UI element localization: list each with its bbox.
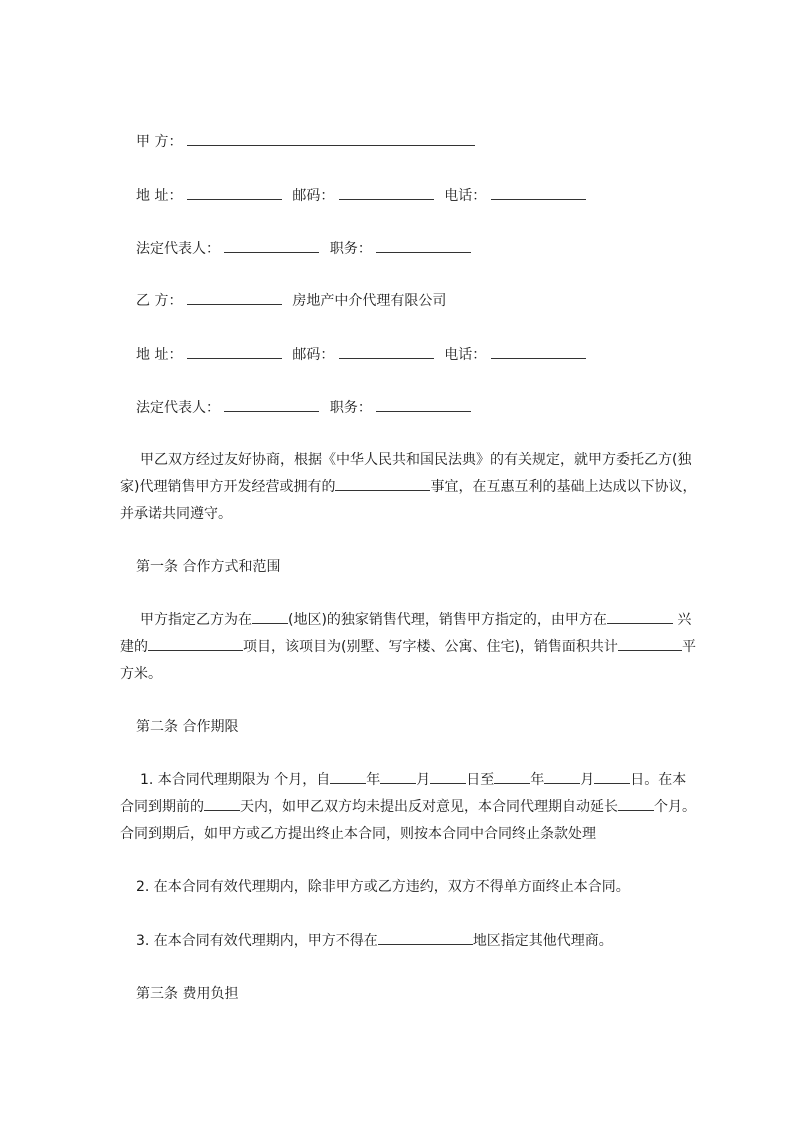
preamble-paragraph (120, 447, 700, 528)
item-1-text-g: 日。在本合同到期前的 (120, 772, 687, 815)
article-1-text-3: 兴建的 (120, 612, 692, 655)
party-a-title-field[interactable] (376, 238, 471, 253)
start-year-field[interactable] (330, 769, 366, 784)
party-a-label: 甲 方： (136, 134, 183, 150)
end-year-field[interactable] (494, 769, 530, 784)
region-field[interactable] (252, 609, 288, 624)
party-a-postcode-label: 邮码： (292, 188, 335, 204)
article-1-text-1: 甲方指定乙方为在 (140, 612, 252, 628)
party-a-rep-label: 法定代表人： (136, 241, 220, 257)
article-2-item-2: 2. 在本合同有效代理期内，除非甲方或乙方违约，双方不得单方面终止本合同。 (136, 879, 630, 895)
party-b-phone-label: 电话： (444, 347, 487, 363)
article-1-paragraph (120, 607, 700, 688)
build-location-field[interactable] (607, 609, 673, 624)
party-a-title-label: 职务： (329, 241, 372, 257)
party-a-line (136, 131, 475, 152)
party-b-address-label: 地 址： (136, 347, 183, 363)
extension-months-field[interactable] (618, 796, 654, 811)
article-1-text-5: 平方米。 (120, 639, 696, 682)
party-b-rep-label: 法定代表人： (136, 400, 220, 416)
item-1-text-e: 年 (530, 772, 545, 788)
party-b-title-label: 职务： (329, 400, 372, 416)
article-1-heading: 第一条 合作方式和范围 (136, 559, 281, 575)
party-a-name-field[interactable] (187, 131, 475, 146)
end-day-field[interactable] (594, 769, 630, 784)
party-b-rep-line (136, 397, 471, 418)
party-b-line (136, 290, 446, 311)
item-1-text-i: 个月。合同到期后，如甲方或乙方提出终止本合同，则按本合同中合同终止条款处理 (120, 799, 696, 842)
sales-area-field[interactable] (618, 636, 682, 651)
item-1-text-a: 1. 本合同代理期限为 个月，自 (140, 772, 331, 788)
party-a-rep-line (136, 238, 471, 259)
article-2-item-3 (136, 930, 613, 951)
party-a-phone-label: 电话： (444, 188, 487, 204)
party-a-rep-field[interactable] (224, 238, 319, 253)
end-month-field[interactable] (544, 769, 580, 784)
item-1-text-c: 月 (416, 772, 431, 788)
party-a-postcode-field[interactable] (339, 185, 434, 200)
item-1-text-f: 月 (580, 772, 595, 788)
item-1-text-d: 日至 (466, 772, 495, 788)
party-b-address-line (136, 344, 586, 365)
party-b-phone-field[interactable] (491, 344, 586, 359)
party-b-rep-field[interactable] (224, 397, 319, 412)
party-b-postcode-field[interactable] (339, 344, 434, 359)
item-1-text-b: 年 (366, 772, 381, 788)
item-3-text-b: 地区指定其他代理商。 (472, 933, 613, 949)
article-1-text-2: (地区)的独家销售代理，销售甲方指定的，由甲方在 (288, 612, 607, 628)
notice-days-field[interactable] (204, 796, 240, 811)
party-a-phone-field[interactable] (491, 185, 586, 200)
party-a-address-line (136, 185, 586, 206)
party-b-address-field[interactable] (187, 344, 282, 359)
preamble-text-1: 甲乙双方经过友好协商，根据《中华人民共和国民法典》的有关规定，就甲方委托乙方(独家)代理销售甲方开发经营或拥有的 (120, 452, 692, 495)
party-b-company-suffix: 房地产中介代理有限公司 (292, 293, 447, 309)
party-b-postcode-label: 邮码： (292, 347, 335, 363)
article-3-heading: 第三条 费用负担 (136, 986, 239, 1002)
party-b-name-field[interactable] (187, 290, 282, 305)
party-a-address-label: 地 址： (136, 188, 183, 204)
preamble-subject-field[interactable] (335, 476, 430, 491)
item-3-text-a: 3. 在本合同有效代理期内，甲方不得在 (136, 933, 378, 949)
article-1-text-4: 项目，该项目为(别墅、写字楼、公寓、住宅)，销售面积共计 (243, 639, 618, 655)
party-b-title-field[interactable] (376, 397, 471, 412)
start-day-field[interactable] (430, 769, 466, 784)
item-1-text-h: 天内，如甲乙双方均未提出反对意见，本合同代理期自动延长 (240, 799, 618, 815)
party-b-label: 乙 方： (136, 293, 183, 309)
start-month-field[interactable] (380, 769, 416, 784)
party-a-address-field[interactable] (187, 185, 282, 200)
preamble-text-2: 事宜，在互惠互利的基础上达成以下协议，并承诺共同遵守。 (120, 479, 697, 522)
exclusive-region-field[interactable] (378, 930, 473, 945)
project-name-field[interactable] (148, 636, 243, 651)
article-2-heading: 第二条 合作期限 (136, 719, 239, 735)
article-2-item-1 (120, 767, 700, 848)
